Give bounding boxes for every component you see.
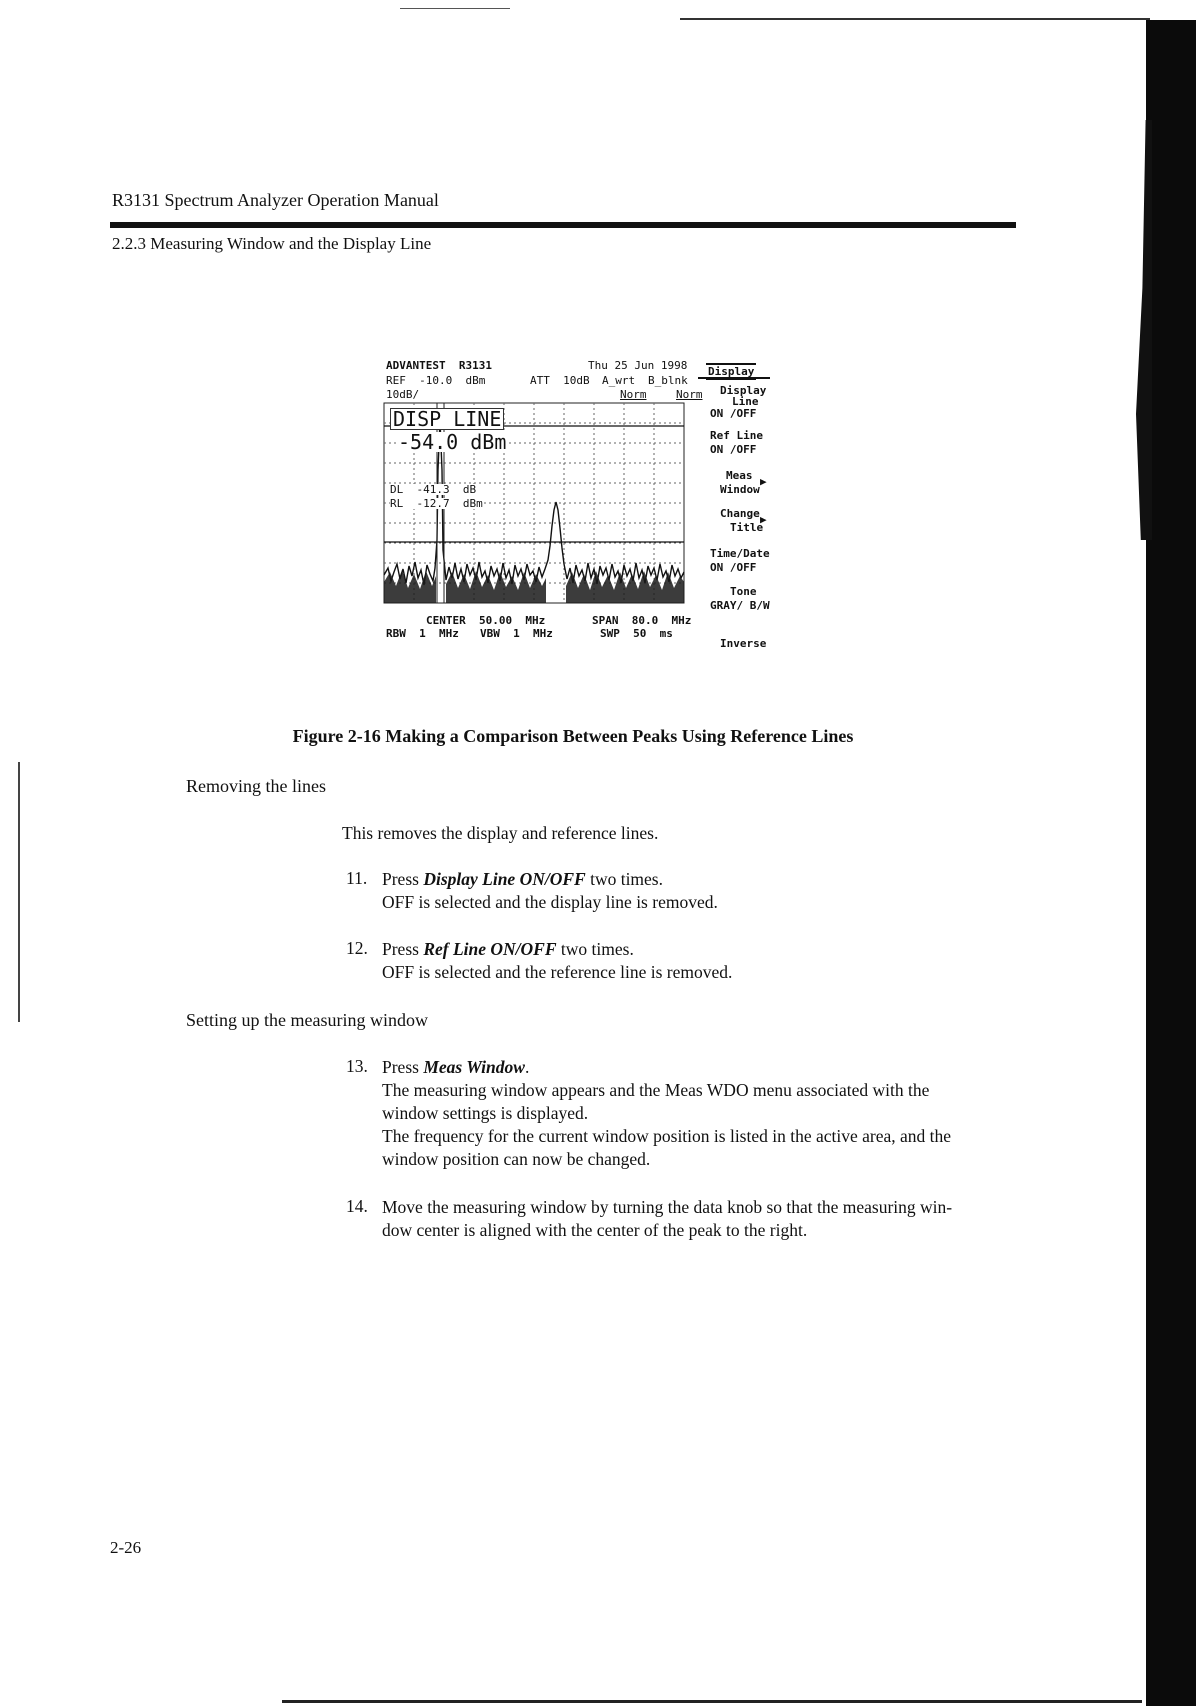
step-12-instruction: Press Ref Line ON/OFF two times. — [382, 939, 634, 959]
softkey-display-line[interactable]: Display — [720, 384, 767, 397]
step-14-line-1: Move the measuring window by turning the data knob so that the measuring win- — [382, 1197, 953, 1217]
screen-date: Thu 25 Jun 1998 — [588, 359, 688, 372]
display-line-readout: DL -41.3 dB — [390, 483, 477, 496]
step-13-instruction: Press Meas Window. — [382, 1057, 530, 1077]
manual-title: R3131 Spectrum Analyzer Operation Manual — [112, 190, 439, 210]
softkey-change-title-2: Title — [730, 521, 764, 534]
removing-lines-heading: Removing the lines — [186, 776, 326, 796]
active-area-value: -54.0 dBm — [398, 430, 507, 454]
screen-trace-a: A_wrt — [602, 374, 636, 387]
softkey-tone[interactable]: Tone — [730, 585, 757, 598]
measuring-window-heading: Setting up the measuring window — [186, 1010, 428, 1030]
softkey-ref-line-onoff: ON /OFF — [710, 443, 757, 456]
scan-dark-right-edge — [1146, 20, 1196, 1706]
step-11-instruction: Press Display Line ON/OFF two times. — [382, 869, 663, 889]
screen-center: CENTER 50.00 MHz — [426, 614, 546, 627]
scan-artifact-top-right — [680, 18, 1150, 20]
step-12-result: OFF is selected and the reference line is removed. — [382, 962, 733, 982]
screen-model: ADVANTEST R3131 — [386, 359, 492, 372]
softkey-meas-window[interactable]: Meas — [726, 469, 753, 482]
softkey-time-date[interactable]: Time/Date — [710, 547, 770, 560]
step-12-number: 12. — [346, 938, 368, 958]
scan-artifact-top-left — [400, 8, 510, 9]
spectrum-graticule — [380, 350, 840, 700]
reference-line-readout: RL -12.7 dBm — [390, 497, 483, 510]
step-14-number: 14. — [346, 1196, 368, 1216]
step-14-line-2: dow center is aligned with the center of the peak to the right. — [382, 1220, 808, 1240]
screen-att: ATT 10dB — [530, 374, 590, 387]
step-13-line-3: The frequency for the current window position is listed in the active area, and the — [382, 1126, 952, 1146]
submenu-arrow-icon: ▶ — [760, 513, 767, 526]
removing-lines-intro: This removes the display and reference lines. — [342, 823, 659, 843]
step-13-line-2: window settings is displayed. — [382, 1103, 589, 1123]
screen-scale: 10dB/ — [386, 388, 420, 401]
header-rule — [110, 222, 1016, 228]
screen-swp: SWP 50 ms — [600, 627, 673, 640]
scan-artifact-left-mark — [18, 762, 20, 1022]
screen-vbw: VBW 1 MHz — [480, 627, 553, 640]
screen-trace-b: B_blnk — [648, 374, 688, 387]
scan-dark-edge-notch — [1136, 120, 1152, 540]
page-number: 2-26 — [110, 1538, 142, 1557]
softkey-meas-window-2: Window — [720, 483, 760, 496]
figure-caption: Figure 2-16 Making a Comparison Between Peaks Using Reference Lines — [292, 726, 854, 746]
softkey-inverse[interactable]: Inverse — [720, 637, 767, 650]
step-13-number: 13. — [346, 1056, 368, 1076]
screen-rbw: RBW 1 MHz — [386, 627, 459, 640]
screen-ref-level: REF -10.0 dBm — [386, 374, 486, 387]
screen-mode-a: Norm — [620, 388, 647, 401]
softkey-menu-title: Display — [708, 365, 755, 378]
softkey-change-title[interactable]: Change — [720, 507, 760, 520]
step-11-result: OFF is selected and the display line is removed. — [382, 892, 718, 912]
softkey-ref-line[interactable]: Ref Line — [710, 429, 763, 442]
analyzer-screenshot — [380, 350, 840, 700]
step-13-line-4: window position can now be changed. — [382, 1149, 651, 1169]
step-13-line-1: The measuring window appears and the Meas WDO menu associated with the — [382, 1080, 930, 1100]
step-11-number: 11. — [346, 868, 368, 888]
submenu-arrow-icon: ▶ — [760, 475, 767, 488]
section-title: 2.2.3 Measuring Window and the Display Line — [112, 234, 432, 253]
softkey-display-line-2: Line — [732, 395, 759, 408]
active-area-label: DISP LINE — [390, 408, 504, 430]
softkey-time-date-onoff: ON /OFF — [710, 561, 757, 574]
screen-mode-b: Norm — [676, 388, 703, 401]
scan-artifact-bottom — [282, 1700, 1142, 1703]
softkey-display-line-onoff: ON /OFF — [710, 407, 757, 420]
screen-span: SPAN 80.0 MHz — [592, 614, 692, 627]
softkey-tone-options: GRAY/ B/W — [710, 599, 770, 612]
